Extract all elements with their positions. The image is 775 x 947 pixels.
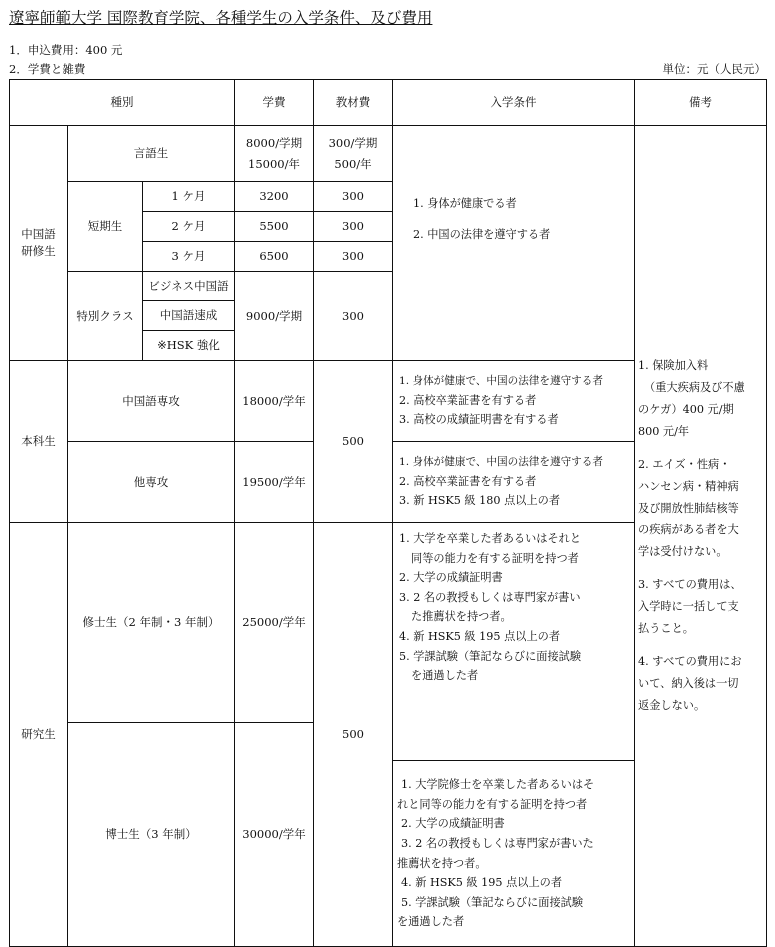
short-term-material: 300 [314,242,393,272]
fee-table [9,79,767,947]
master-conditions: 1. 大学を卒業した者あるいはそれと 同等の能力を有する証明を持つ者 2. 大学の成績証明書 3. 2 名の教授もしくは専門家が書い た推薦状を持つ者。 4. 新 HSK5 級 195 点以上の者 5. 学課試験（筆記ならびに面接試験 を通過した者 [393,523,635,761]
short-term-tuition: 5500 [235,212,314,242]
short-term-tuition: 6500 [235,242,314,272]
master-tuition: 25000/学年 [235,523,314,723]
chinese-major-label: 中国語専攻 [68,361,235,442]
header-type: 種別 [10,80,235,126]
short-term-period: 2 ケ月 [143,212,235,242]
short-term-period: 3 ケ月 [143,242,235,272]
doctor-tuition: 30000/学年 [235,723,314,947]
language-student-label: 言語生 [68,126,235,182]
master-label: 修士生（2 年制・3 年制） [68,523,235,723]
undergraduate-material: 500 [314,361,393,523]
short-term-tuition: 3200 [235,182,314,212]
application-fee: 1．申込費用：400 元 [9,43,123,57]
language-student-material: 300/学期 500/年 [314,126,393,182]
doctor-conditions: 1. 大学院修士を卒業した者あるいはそ れと同等の能力を有する証明を持つ者 2. 大学の成績証明書 3. 2 名の教授もしくは専門家が書いた 推薦状を持つ者。 4. 新 HSK5 級 195 点以上の者 5. 学課試験（筆記ならびに面接試験 を通過した者 [393,761,635,947]
header-material: 教材費 [314,80,393,126]
short-term-material: 300 [314,212,393,242]
special-class-course: 中国語速成 [143,301,235,331]
special-class-material: 300 [314,272,393,361]
remarks-cell: 1. 保険加入料 （重大疾病及び不慮 のケガ）400 元/期 800 元/年 2. エイズ・性病・ ハンセン病・精神病 及び開放性肺結核等 の疾病がある者を大 学は受付けない。 3. すべての費用は、 入学時に一括して支 払うこと。 4. すべての費用にお いて、納入後は一切 返金しない。 [635,126,767,947]
short-term-period: 1 ケ月 [143,182,235,212]
chinese-major-conditions: 1. 身体が健康で、中国の法律を遵守する者 2. 高校卒業証書を有する者 3. 高校の成績証明書を有する者 [393,361,635,442]
chinese-training-conditions: 1. 身体が健康でる者 2. 中国の法律を遵守する者 [393,126,635,361]
language-student-tuition: 8000/学期 15000/年 [235,126,314,182]
header-tuition: 学費 [235,80,314,126]
header-conditions: 入学条件 [393,80,635,126]
category-graduate: 研究生 [10,523,68,947]
other-major-tuition: 19500/学年 [235,442,314,523]
tuition-heading: 2．学費と雑費 [9,62,86,76]
header-remarks: 備考 [635,80,767,126]
chinese-major-tuition: 18000/学年 [235,361,314,442]
table-row [10,126,767,182]
special-class-tuition: 9000/学期 [235,272,314,361]
category-undergraduate: 本科生 [10,361,68,523]
header-row [10,80,767,126]
special-class-course: ビジネス中国語 [143,272,235,301]
page-title: 遼寧師範大学 国際教育学院、各種学生の入学条件、及び費用 [9,9,433,27]
currency-unit: 単位：元（人民元） [662,62,766,76]
special-class-course: ※HSK 強化 [143,331,235,361]
special-class-label: 特別クラス [68,272,143,361]
category-chinese-training: 中国語 研修生 [10,126,68,361]
short-term-label: 短期生 [68,182,143,272]
other-major-label: 他専攻 [68,442,235,523]
other-major-conditions: 1. 身体が健康で、中国の法律を遵守する者 2. 高校卒業証書を有する者 3. 新 HSK5 級 180 点以上の者 [393,442,635,523]
doctor-label: 博士生（3 年制） [68,723,235,947]
short-term-material: 300 [314,182,393,212]
graduate-material: 500 [314,523,393,947]
